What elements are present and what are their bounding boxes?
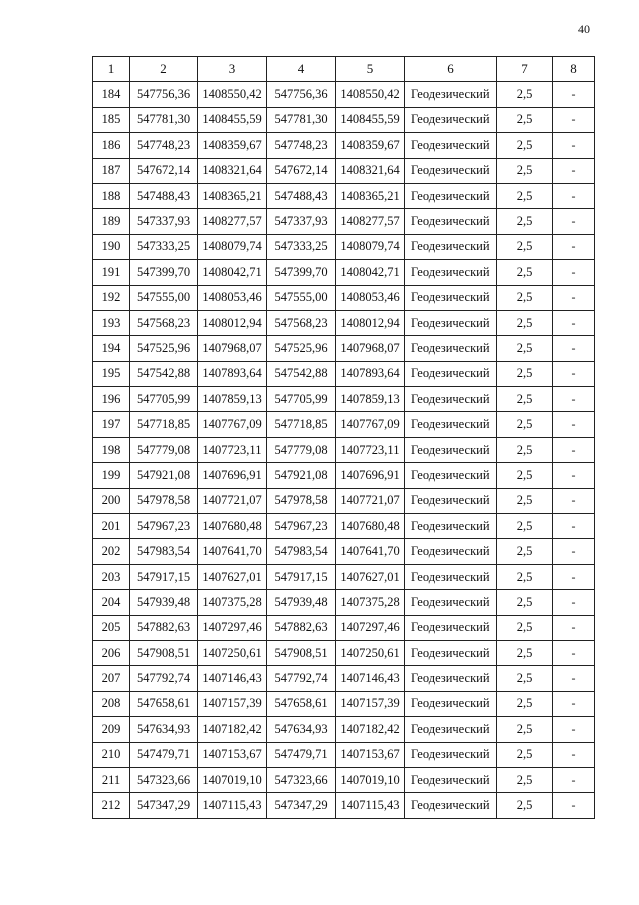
x-coord-cell: 547983,54 xyxy=(130,539,198,564)
y-coord-cell: 1407696,91 xyxy=(198,463,267,488)
point-number-cell: 199 xyxy=(93,463,130,488)
x-coord-cell-2: 547978,58 xyxy=(267,488,336,513)
x-coord-cell: 547337,93 xyxy=(130,209,198,234)
accuracy-cell: 2,5 xyxy=(497,133,553,158)
accuracy-cell: 2,5 xyxy=(497,717,553,742)
method-cell: Геодезический xyxy=(405,793,497,818)
coordinates-table xyxy=(92,56,595,819)
x-coord-cell-2: 547333,25 xyxy=(267,234,336,259)
method-cell: Геодезический xyxy=(405,412,497,437)
note-cell: - xyxy=(553,742,595,767)
table-row xyxy=(93,158,595,183)
note-cell: - xyxy=(553,564,595,589)
method-cell: Геодезический xyxy=(405,260,497,285)
x-coord-cell: 547705,99 xyxy=(130,387,198,412)
x-coord-cell: 547542,88 xyxy=(130,361,198,386)
x-coord-cell: 547978,58 xyxy=(130,488,198,513)
point-number-cell: 188 xyxy=(93,183,130,208)
x-coord-cell: 547718,85 xyxy=(130,412,198,437)
note-cell: - xyxy=(553,387,595,412)
x-coord-cell-2: 547908,51 xyxy=(267,640,336,665)
method-cell: Геодезический xyxy=(405,209,497,234)
y-coord-cell-2: 1408277,57 xyxy=(336,209,405,234)
point-number-cell: 186 xyxy=(93,133,130,158)
y-coord-cell-2: 1408550,42 xyxy=(336,82,405,107)
method-cell: Геодезический xyxy=(405,514,497,539)
x-coord-cell: 547672,14 xyxy=(130,158,198,183)
accuracy-cell: 2,5 xyxy=(497,285,553,310)
note-cell: - xyxy=(553,666,595,691)
y-coord-cell: 1407153,67 xyxy=(198,742,267,767)
point-number-cell: 212 xyxy=(93,793,130,818)
note-cell: - xyxy=(553,412,595,437)
method-cell: Геодезический xyxy=(405,564,497,589)
accuracy-cell: 2,5 xyxy=(497,463,553,488)
x-coord-cell-2: 547555,00 xyxy=(267,285,336,310)
x-coord-cell-2: 547488,43 xyxy=(267,183,336,208)
table-row xyxy=(93,437,595,462)
x-coord-cell: 547882,63 xyxy=(130,615,198,640)
table-row xyxy=(93,310,595,335)
method-cell: Геодезический xyxy=(405,539,497,564)
accuracy-cell: 2,5 xyxy=(497,590,553,615)
note-cell: - xyxy=(553,717,595,742)
y-coord-cell-2: 1408321,64 xyxy=(336,158,405,183)
x-coord-cell-2: 547479,71 xyxy=(267,742,336,767)
accuracy-cell: 2,5 xyxy=(497,107,553,132)
y-coord-cell-2: 1407157,39 xyxy=(336,691,405,716)
table-row xyxy=(93,666,595,691)
method-cell: Геодезический xyxy=(405,336,497,361)
x-coord-cell-2: 547882,63 xyxy=(267,615,336,640)
x-coord-cell-2: 547921,08 xyxy=(267,463,336,488)
table-row xyxy=(93,615,595,640)
table-row xyxy=(93,539,595,564)
x-coord-cell: 547399,70 xyxy=(130,260,198,285)
y-coord-cell: 1407767,09 xyxy=(198,412,267,437)
y-coord-cell: 1408550,42 xyxy=(198,82,267,107)
note-cell: - xyxy=(553,336,595,361)
accuracy-cell: 2,5 xyxy=(497,183,553,208)
column-header: 8 xyxy=(553,57,595,82)
y-coord-cell: 1407182,42 xyxy=(198,717,267,742)
method-cell: Геодезический xyxy=(405,183,497,208)
y-coord-cell-2: 1408012,94 xyxy=(336,310,405,335)
method-cell: Геодезический xyxy=(405,767,497,792)
note-cell: - xyxy=(553,310,595,335)
table-row xyxy=(93,742,595,767)
note-cell: - xyxy=(553,767,595,792)
table-body xyxy=(93,82,595,818)
y-coord-cell: 1407859,13 xyxy=(198,387,267,412)
column-header: 4 xyxy=(267,57,336,82)
method-cell: Геодезический xyxy=(405,285,497,310)
point-number-cell: 196 xyxy=(93,387,130,412)
method-cell: Геодезический xyxy=(405,463,497,488)
note-cell: - xyxy=(553,691,595,716)
note-cell: - xyxy=(553,260,595,285)
note-cell: - xyxy=(553,488,595,513)
y-coord-cell-2: 1407146,43 xyxy=(336,666,405,691)
y-coord-cell-2: 1408042,71 xyxy=(336,260,405,285)
table-row xyxy=(93,387,595,412)
accuracy-cell: 2,5 xyxy=(497,336,553,361)
y-coord-cell-2: 1407182,42 xyxy=(336,717,405,742)
accuracy-cell: 2,5 xyxy=(497,387,553,412)
y-coord-cell: 1407250,61 xyxy=(198,640,267,665)
x-coord-cell: 547908,51 xyxy=(130,640,198,665)
y-coord-cell-2: 1408359,67 xyxy=(336,133,405,158)
accuracy-cell: 2,5 xyxy=(497,615,553,640)
column-header: 3 xyxy=(198,57,267,82)
y-coord-cell: 1408053,46 xyxy=(198,285,267,310)
x-coord-cell-2: 547756,36 xyxy=(267,82,336,107)
x-coord-cell-2: 547542,88 xyxy=(267,361,336,386)
column-header: 1 xyxy=(93,57,130,82)
y-coord-cell: 1408321,64 xyxy=(198,158,267,183)
x-coord-cell-2: 547337,93 xyxy=(267,209,336,234)
y-coord-cell: 1408277,57 xyxy=(198,209,267,234)
point-number-cell: 202 xyxy=(93,539,130,564)
method-cell: Геодезический xyxy=(405,615,497,640)
y-coord-cell: 1407893,64 xyxy=(198,361,267,386)
table-row xyxy=(93,793,595,818)
method-cell: Геодезический xyxy=(405,107,497,132)
method-cell: Геодезический xyxy=(405,82,497,107)
note-cell: - xyxy=(553,285,595,310)
point-number-cell: 198 xyxy=(93,437,130,462)
table-row xyxy=(93,691,595,716)
y-coord-cell-2: 1407859,13 xyxy=(336,387,405,412)
note-cell: - xyxy=(553,209,595,234)
table-row xyxy=(93,590,595,615)
note-cell: - xyxy=(553,133,595,158)
method-cell: Геодезический xyxy=(405,310,497,335)
x-coord-cell-2: 547779,08 xyxy=(267,437,336,462)
point-number-cell: 195 xyxy=(93,361,130,386)
accuracy-cell: 2,5 xyxy=(497,514,553,539)
x-coord-cell: 547781,30 xyxy=(130,107,198,132)
x-coord-cell-2: 547967,23 xyxy=(267,514,336,539)
accuracy-cell: 2,5 xyxy=(497,158,553,183)
note-cell: - xyxy=(553,463,595,488)
x-coord-cell: 547756,36 xyxy=(130,82,198,107)
y-coord-cell-2: 1407115,43 xyxy=(336,793,405,818)
y-coord-cell-2: 1407696,91 xyxy=(336,463,405,488)
y-coord-cell: 1408365,21 xyxy=(198,183,267,208)
note-cell: - xyxy=(553,640,595,665)
x-coord-cell-2: 547792,74 xyxy=(267,666,336,691)
point-number-cell: 192 xyxy=(93,285,130,310)
point-number-cell: 204 xyxy=(93,590,130,615)
y-coord-cell: 1407723,11 xyxy=(198,437,267,462)
method-cell: Геодезический xyxy=(405,666,497,691)
x-coord-cell-2: 547658,61 xyxy=(267,691,336,716)
y-coord-cell-2: 1407375,28 xyxy=(336,590,405,615)
note-cell: - xyxy=(553,437,595,462)
method-cell: Геодезический xyxy=(405,640,497,665)
accuracy-cell: 2,5 xyxy=(497,767,553,792)
column-header: 5 xyxy=(336,57,405,82)
accuracy-cell: 2,5 xyxy=(497,310,553,335)
point-number-cell: 190 xyxy=(93,234,130,259)
point-number-cell: 203 xyxy=(93,564,130,589)
x-coord-cell-2: 547939,48 xyxy=(267,590,336,615)
method-cell: Геодезический xyxy=(405,691,497,716)
point-number-cell: 211 xyxy=(93,767,130,792)
accuracy-cell: 2,5 xyxy=(497,564,553,589)
point-number-cell: 209 xyxy=(93,717,130,742)
y-coord-cell: 1407297,46 xyxy=(198,615,267,640)
x-coord-cell: 547658,61 xyxy=(130,691,198,716)
accuracy-cell: 2,5 xyxy=(497,234,553,259)
point-number-cell: 189 xyxy=(93,209,130,234)
x-coord-cell-2: 547983,54 xyxy=(267,539,336,564)
method-cell: Геодезический xyxy=(405,437,497,462)
table-row xyxy=(93,361,595,386)
table-row xyxy=(93,463,595,488)
x-coord-cell: 547967,23 xyxy=(130,514,198,539)
note-cell: - xyxy=(553,539,595,564)
x-coord-cell: 547568,23 xyxy=(130,310,198,335)
x-coord-cell: 547792,74 xyxy=(130,666,198,691)
point-number-cell: 194 xyxy=(93,336,130,361)
method-cell: Геодезический xyxy=(405,717,497,742)
x-coord-cell-2: 547672,14 xyxy=(267,158,336,183)
accuracy-cell: 2,5 xyxy=(497,488,553,513)
y-coord-cell-2: 1408455,59 xyxy=(336,107,405,132)
y-coord-cell-2: 1407721,07 xyxy=(336,488,405,513)
header-row xyxy=(93,57,595,82)
x-coord-cell: 547748,23 xyxy=(130,133,198,158)
point-number-cell: 206 xyxy=(93,640,130,665)
table-row xyxy=(93,133,595,158)
table-row xyxy=(93,183,595,208)
x-coord-cell-2: 547525,96 xyxy=(267,336,336,361)
y-coord-cell-2: 1407627,01 xyxy=(336,564,405,589)
y-coord-cell-2: 1407723,11 xyxy=(336,437,405,462)
table-row xyxy=(93,488,595,513)
point-number-cell: 208 xyxy=(93,691,130,716)
x-coord-cell-2: 547399,70 xyxy=(267,260,336,285)
x-coord-cell: 547917,15 xyxy=(130,564,198,589)
accuracy-cell: 2,5 xyxy=(497,209,553,234)
y-coord-cell-2: 1407153,67 xyxy=(336,742,405,767)
y-coord-cell-2: 1407250,61 xyxy=(336,640,405,665)
note-cell: - xyxy=(553,615,595,640)
y-coord-cell: 1408455,59 xyxy=(198,107,267,132)
x-coord-cell-2: 547718,85 xyxy=(267,412,336,437)
accuracy-cell: 2,5 xyxy=(497,640,553,665)
x-coord-cell: 547555,00 xyxy=(130,285,198,310)
table-row xyxy=(93,514,595,539)
accuracy-cell: 2,5 xyxy=(497,361,553,386)
y-coord-cell-2: 1407297,46 xyxy=(336,615,405,640)
x-coord-cell-2: 547568,23 xyxy=(267,310,336,335)
accuracy-cell: 2,5 xyxy=(497,539,553,564)
x-coord-cell: 547479,71 xyxy=(130,742,198,767)
note-cell: - xyxy=(553,361,595,386)
point-number-cell: 191 xyxy=(93,260,130,285)
y-coord-cell: 1407680,48 xyxy=(198,514,267,539)
y-coord-cell: 1407375,28 xyxy=(198,590,267,615)
y-coord-cell: 1407146,43 xyxy=(198,666,267,691)
note-cell: - xyxy=(553,183,595,208)
method-cell: Геодезический xyxy=(405,133,497,158)
y-coord-cell: 1407968,07 xyxy=(198,336,267,361)
note-cell: - xyxy=(553,82,595,107)
accuracy-cell: 2,5 xyxy=(497,412,553,437)
x-coord-cell: 547634,93 xyxy=(130,717,198,742)
point-number-cell: 184 xyxy=(93,82,130,107)
table-row xyxy=(93,82,595,107)
x-coord-cell: 547921,08 xyxy=(130,463,198,488)
x-coord-cell-2: 547917,15 xyxy=(267,564,336,589)
y-coord-cell-2: 1407019,10 xyxy=(336,767,405,792)
method-cell: Геодезический xyxy=(405,234,497,259)
accuracy-cell: 2,5 xyxy=(497,437,553,462)
page-number: 40 xyxy=(578,22,590,36)
point-number-cell: 197 xyxy=(93,412,130,437)
table-row xyxy=(93,260,595,285)
y-coord-cell-2: 1407767,09 xyxy=(336,412,405,437)
table-row xyxy=(93,640,595,665)
x-coord-cell: 547347,29 xyxy=(130,793,198,818)
method-cell: Геодезический xyxy=(405,158,497,183)
table-row xyxy=(93,107,595,132)
point-number-cell: 201 xyxy=(93,514,130,539)
x-coord-cell: 547525,96 xyxy=(130,336,198,361)
note-cell: - xyxy=(553,514,595,539)
point-number-cell: 205 xyxy=(93,615,130,640)
y-coord-cell-2: 1407680,48 xyxy=(336,514,405,539)
y-coord-cell-2: 1408053,46 xyxy=(336,285,405,310)
accuracy-cell: 2,5 xyxy=(497,793,553,818)
y-coord-cell-2: 1407641,70 xyxy=(336,539,405,564)
table-row xyxy=(93,336,595,361)
point-number-cell: 210 xyxy=(93,742,130,767)
note-cell: - xyxy=(553,590,595,615)
note-cell: - xyxy=(553,158,595,183)
table-row xyxy=(93,209,595,234)
x-coord-cell-2: 547748,23 xyxy=(267,133,336,158)
table-row xyxy=(93,717,595,742)
table-row xyxy=(93,564,595,589)
y-coord-cell: 1408042,71 xyxy=(198,260,267,285)
x-coord-cell: 547779,08 xyxy=(130,437,198,462)
y-coord-cell: 1408012,94 xyxy=(198,310,267,335)
x-coord-cell: 547939,48 xyxy=(130,590,198,615)
y-coord-cell: 1407627,01 xyxy=(198,564,267,589)
y-coord-cell: 1408359,67 xyxy=(198,133,267,158)
y-coord-cell-2: 1408079,74 xyxy=(336,234,405,259)
method-cell: Геодезический xyxy=(405,742,497,767)
y-coord-cell: 1407157,39 xyxy=(198,691,267,716)
x-coord-cell: 547488,43 xyxy=(130,183,198,208)
accuracy-cell: 2,5 xyxy=(497,742,553,767)
point-number-cell: 185 xyxy=(93,107,130,132)
y-coord-cell: 1407641,70 xyxy=(198,539,267,564)
accuracy-cell: 2,5 xyxy=(497,666,553,691)
table-row xyxy=(93,767,595,792)
column-header: 6 xyxy=(405,57,497,82)
x-coord-cell: 547333,25 xyxy=(130,234,198,259)
accuracy-cell: 2,5 xyxy=(497,691,553,716)
y-coord-cell: 1408079,74 xyxy=(198,234,267,259)
y-coord-cell: 1407721,07 xyxy=(198,488,267,513)
y-coord-cell-2: 1407893,64 xyxy=(336,361,405,386)
column-header: 2 xyxy=(130,57,198,82)
point-number-cell: 200 xyxy=(93,488,130,513)
y-coord-cell-2: 1407968,07 xyxy=(336,336,405,361)
x-coord-cell-2: 547347,29 xyxy=(267,793,336,818)
accuracy-cell: 2,5 xyxy=(497,260,553,285)
x-coord-cell: 547323,66 xyxy=(130,767,198,792)
column-header: 7 xyxy=(497,57,553,82)
point-number-cell: 187 xyxy=(93,158,130,183)
note-cell: - xyxy=(553,107,595,132)
y-coord-cell: 1407019,10 xyxy=(198,767,267,792)
y-coord-cell-2: 1408365,21 xyxy=(336,183,405,208)
point-number-cell: 193 xyxy=(93,310,130,335)
accuracy-cell: 2,5 xyxy=(497,82,553,107)
method-cell: Геодезический xyxy=(405,361,497,386)
method-cell: Геодезический xyxy=(405,590,497,615)
method-cell: Геодезический xyxy=(405,387,497,412)
point-number-cell: 207 xyxy=(93,666,130,691)
x-coord-cell-2: 547323,66 xyxy=(267,767,336,792)
table-row xyxy=(93,412,595,437)
table-row xyxy=(93,234,595,259)
x-coord-cell-2: 547705,99 xyxy=(267,387,336,412)
method-cell: Геодезический xyxy=(405,488,497,513)
note-cell: - xyxy=(553,793,595,818)
x-coord-cell-2: 547781,30 xyxy=(267,107,336,132)
y-coord-cell: 1407115,43 xyxy=(198,793,267,818)
note-cell: - xyxy=(553,234,595,259)
x-coord-cell-2: 547634,93 xyxy=(267,717,336,742)
table-row xyxy=(93,285,595,310)
